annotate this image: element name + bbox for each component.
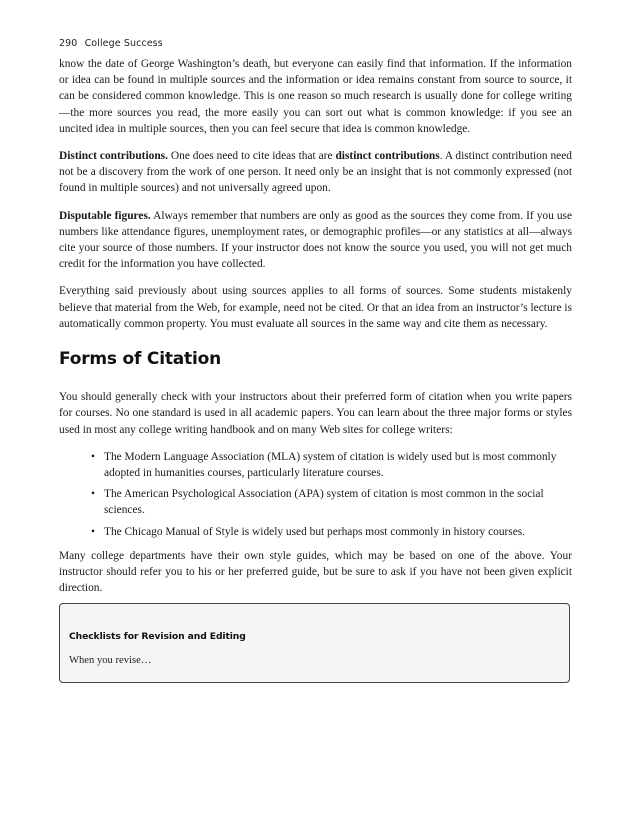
section-heading: Forms of Citation — [59, 349, 221, 370]
paragraph-style-guides: Many college departments have their own style guides, which may be based on one of the above. Your instructor should refer you to his or her preferred guide, but be sure to ask if you have not been given explicit direction. — [59, 549, 572, 595]
list-item — [91, 524, 572, 540]
page-content — [59, 56, 572, 607]
term-heading-disputable: Disputable figures. — [59, 209, 151, 222]
paragraph-text: Always remember that numbers are only as good as the sources they come from. If you use numbers like attendance figures, unemployment rates, or demographic profiles—or any statistics at all—always cite your source of those numbers. If your instructor does not know the source you used, you will not get much credit for the information you have collected. — [59, 209, 573, 271]
callout-box — [59, 603, 570, 683]
list-item-text: The American Psychological Association (APA) system of citation is most common in the social sciences. — [104, 488, 544, 517]
list-item-text: The Modern Language Association (MLA) system of citation is widely used but is most commonly adopted in humanities courses, particularly literature courses. — [104, 450, 557, 480]
bold-term: distinct contributions — [335, 150, 440, 163]
book-title: College Success — [84, 38, 163, 49]
bullet-icon: • — [91, 488, 95, 501]
bullet-icon: • — [91, 450, 95, 463]
running-header — [59, 38, 163, 49]
list-item — [91, 486, 572, 518]
paragraph-distinct-contributions — [59, 148, 572, 197]
list-item — [91, 449, 572, 481]
bullet-icon: • — [91, 525, 95, 538]
paragraph-text: . A distinct contribution need not be a discovery from the work of one person. It need only be an insight that is not commonly expressed (not found in multiple sources) and not universally agreed upon. — [59, 150, 572, 195]
paragraph-disputable-figures — [59, 208, 572, 273]
citation-styles-list — [59, 449, 572, 540]
term-heading-distinct: Distinct contributions. — [59, 150, 168, 163]
callout-title: Checklists for Revision and Editing — [69, 631, 246, 642]
paragraph-all-sources: Everything said previously about using sources applies to all forms of sources. Some students mistakenly believe that material from the Web, for example, need not be cited. Or that an idea from an instructor’s lecture is automatically common property. You must evaluate all sources in the same way and cite them as necessary. — [59, 285, 572, 330]
callout-text: When you revise… — [69, 655, 152, 666]
paragraph-common-knowledge: know the date of George Washington’s death, but everyone can easily find that information. If the information or idea can be found in multiple sources and the information or idea remains constant from source to source, it can be considered common knowledge. This is one reason so much research is usually done for college writing—the more sources you read, the more easily you can sort out what is common knowledge: if you see an uncited idea in multiple sources, then you can feel secure that idea is common knowledge. — [59, 58, 572, 135]
paragraph-text: One does need to cite ideas that are — [167, 150, 336, 163]
list-item-text: The Chicago Manual of Style is widely used but perhaps most commonly in history courses. — [104, 525, 526, 538]
page-number: 290 — [59, 38, 78, 49]
paragraph-citation-intro: You should generally check with your instructors about their preferred form of citation when you write papers for courses. No one standard is used in all academic papers. You can learn about the three major forms or styles used in most any college writing handbook and on many Web sites for college writers: — [59, 391, 572, 436]
